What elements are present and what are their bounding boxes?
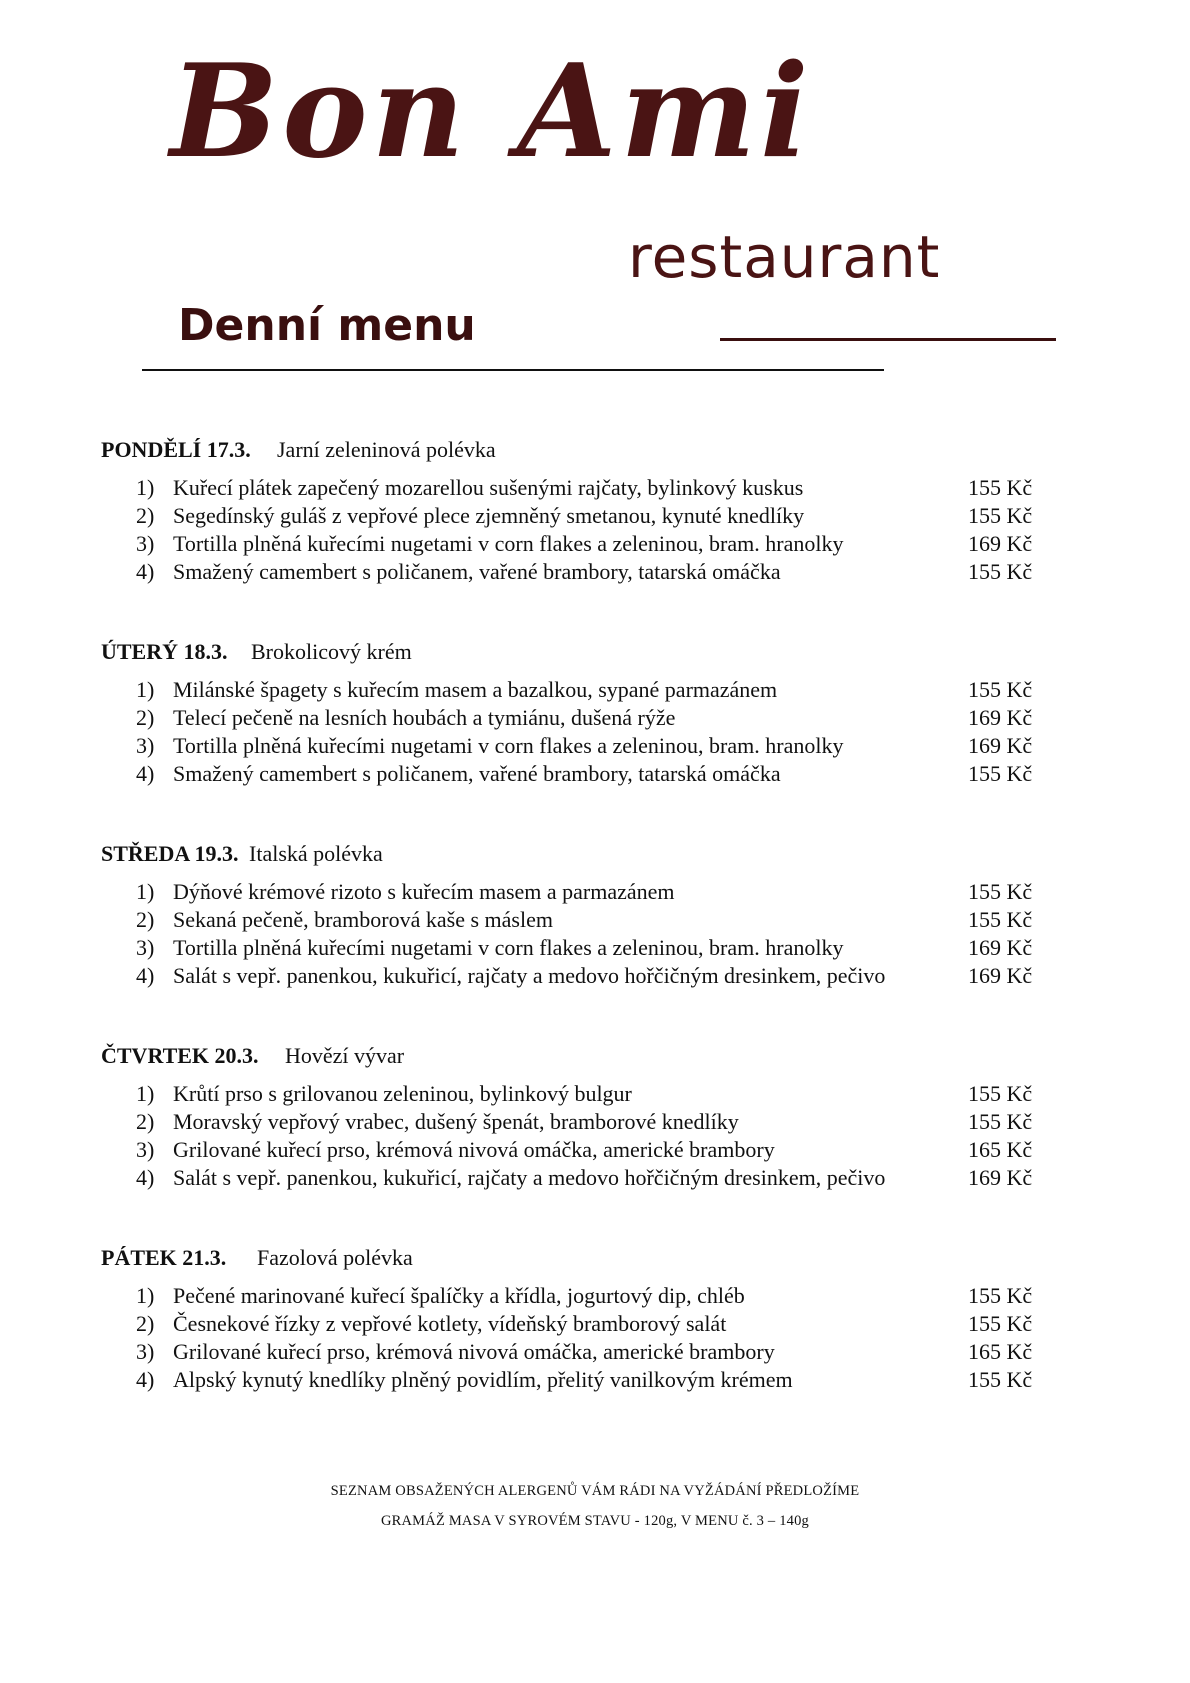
dish-number: 3) [136,531,155,556]
day-header [101,1244,413,1272]
dish-row [0,934,1190,962]
day-section [0,1244,1190,1446]
dish-price: 165 Kč [968,1137,1033,1162]
dish-name: Krůtí prso s grilovanou zeleninou, bylinkový bulgur [173,1081,632,1106]
dish-name: Tortilla plněná kuřecími nugetami v corn flakes a zeleninou, bram. hranolky [173,935,844,960]
dish-number: 2) [136,907,155,932]
dish-name: Moravský vepřový vrabec, dušený špenát, bramborové knedlíky [173,1109,739,1134]
dish-price: 155 Kč [968,907,1033,932]
dish-list [0,676,1190,788]
page-title: Denní menu [178,300,476,351]
dish-name: Salát s vepř. panenkou, kukuřicí, rajčaty a medovo hořčičným dresinkem, pečivo [173,1165,886,1190]
dish-row [0,906,1190,934]
dish-row [0,502,1190,530]
dish-name: Smažený camembert s poličanem, vařené brambory, tatarská omáčka [173,761,781,786]
dish-name: Pečené marinované kuřecí špalíčky a křídla, jogurtový dip, chléb [173,1283,745,1308]
dish-price: 155 Kč [968,475,1033,500]
day-name: ČTVRTEK 20.3. [101,1043,259,1068]
dish-row [0,474,1190,502]
dish-row [0,962,1190,990]
day-section [0,436,1190,638]
dish-price: 155 Kč [968,1081,1033,1106]
dish-list [0,474,1190,586]
dish-price: 155 Kč [968,677,1033,702]
dish-row [0,1366,1190,1394]
logo-script-text: Bon Ami [170,37,813,187]
dish-number: 3) [136,935,155,960]
dish-name: Dýňové krémové rizoto s kuřecím masem a parmazánem [173,879,675,904]
dish-row [0,732,1190,760]
dish-price: 155 Kč [968,879,1033,904]
dish-row [0,1136,1190,1164]
dish-number: 4) [136,1165,155,1190]
dish-row [0,1108,1190,1136]
day-name: PONDĚLÍ 17.3. [101,437,251,462]
dish-number: 4) [136,1367,155,1392]
dish-list [0,1080,1190,1192]
dish-number: 1) [136,879,155,904]
dish-row [0,530,1190,558]
dish-list [0,1282,1190,1394]
dish-price: 155 Kč [968,1109,1033,1134]
meat-weight-note: GRAMÁŽ MASA V SYROVÉM STAVU - 120g, V MENU č. 3 – 140g [380,1513,810,1529]
logo-restaurant-text: restaurant [628,223,941,291]
dish-row [0,1310,1190,1338]
day-section [0,1042,1190,1244]
day-name: PÁTEK 21.3. [101,1245,227,1270]
dish-number: 4) [136,761,155,786]
day-header [101,840,383,868]
dish-name: Alpský kynutý knedlíky plněný povidlím, přelitý vanilkovým krémem [173,1367,793,1392]
dish-row [0,676,1190,704]
dish-row [0,878,1190,906]
header-rule-left [142,369,884,371]
dish-number: 2) [136,1311,155,1336]
dish-price: 155 Kč [968,559,1033,584]
dish-number: 1) [136,677,155,702]
dish-name: Tortilla plněná kuřecími nugetami v corn flakes a zeleninou, bram. hranolky [173,531,844,556]
day-soup: Brokolicový krém [251,639,412,664]
day-soup: Jarní zeleninová polévka [277,437,496,462]
dish-name: Segedínský guláš z vepřové plece zjemněný smetanou, kynuté knedlíky [173,503,805,528]
dish-name: Telecí pečeně na lesních houbách a tymiánu, dušená rýže [173,705,676,730]
allergen-note: SEZNAM OBSAŽENÝCH ALERGENŮ VÁM RÁDI NA VYŽÁDÁNÍ PŘEDLOŽÍME [330,1483,860,1499]
day-name: ÚTERÝ 18.3. [101,639,228,664]
day-name: STŘEDA 19.3. [101,841,239,866]
dish-price: 155 Kč [968,1283,1033,1308]
dish-price: 169 Kč [968,733,1033,758]
dish-row [0,1164,1190,1192]
day-header [101,1042,404,1070]
day-soup: Italská polévka [249,841,383,866]
dish-row [0,760,1190,788]
dish-number: 2) [136,1109,155,1134]
dish-price: 169 Kč [968,963,1033,988]
dish-row [0,1338,1190,1366]
dish-price: 169 Kč [968,935,1033,960]
dish-name: Kuřecí plátek zapečený mozarellou sušenými rajčaty, bylinkový kuskus [173,475,804,500]
day-soup: Hovězí vývar [285,1043,405,1068]
dish-number: 2) [136,503,155,528]
dish-price: 169 Kč [968,531,1033,556]
dish-price: 169 Kč [968,705,1033,730]
dish-list [0,878,1190,990]
dish-price: 169 Kč [968,1165,1033,1190]
day-soup: Fazolová polévka [257,1245,413,1270]
dish-number: 3) [136,1137,155,1162]
day-header [101,436,496,464]
header-rule-right [720,338,1056,341]
dish-number: 1) [136,475,155,500]
dish-row [0,1080,1190,1108]
dish-price: 155 Kč [968,1311,1033,1336]
day-header [101,638,412,666]
dish-name: Tortilla plněná kuřecími nugetami v corn flakes a zeleninou, bram. hranolky [173,733,844,758]
dish-name: Grilované kuřecí prso, krémová nivová omáčka, americké brambory [173,1137,775,1162]
dish-name: Milánské špagety s kuřecím masem a bazalkou, sypané parmazánem [173,677,778,702]
days-list [0,436,1190,1446]
dish-number: 1) [136,1081,155,1106]
dish-name: Salát s vepř. panenkou, kukuřicí, rajčaty a medovo hořčičným dresinkem, pečivo [173,963,886,988]
dish-price: 155 Kč [968,761,1033,786]
dish-price: 165 Kč [968,1339,1033,1364]
dish-number: 4) [136,963,155,988]
footer-notes [0,1476,1190,1536]
day-section [0,638,1190,840]
dish-price: 155 Kč [968,503,1033,528]
dish-name: Česnekové řízky z vepřové kotlety, vídeňský bramborový salát [173,1311,727,1336]
dish-number: 3) [136,733,155,758]
dish-row [0,558,1190,586]
dish-row [0,1282,1190,1310]
dish-number: 3) [136,1339,155,1364]
dish-number: 1) [136,1283,155,1308]
dish-row [0,704,1190,732]
dish-number: 4) [136,559,155,584]
dish-number: 2) [136,705,155,730]
day-section [0,840,1190,1042]
dish-price: 155 Kč [968,1367,1033,1392]
dish-name: Grilované kuřecí prso, krémová nivová omáčka, americké brambory [173,1339,775,1364]
dish-name: Smažený camembert s poličanem, vařené brambory, tatarská omáčka [173,559,781,584]
dish-name: Sekaná pečeně, bramborová kaše s máslem [173,907,553,932]
